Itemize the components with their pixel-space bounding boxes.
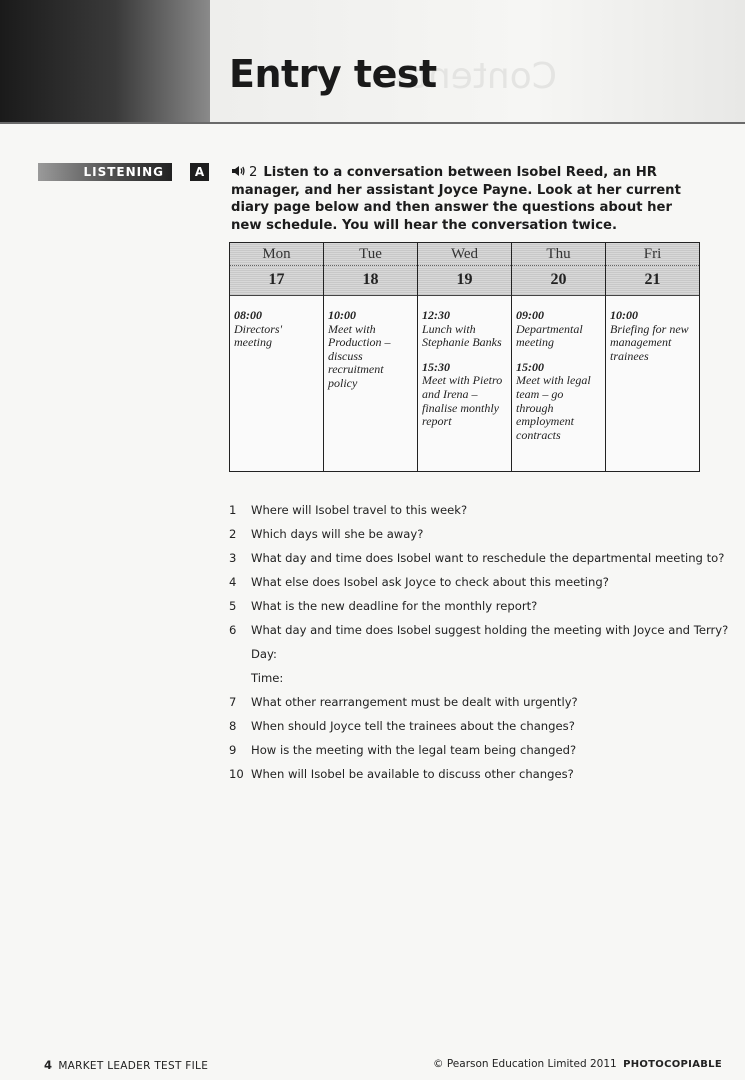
diary-entry — [234, 309, 319, 350]
question-number: 5 — [229, 599, 237, 613]
question-text: When will Isobel be available to discuss other changes? — [251, 767, 574, 781]
entry-text: Departmental meeting — [516, 321, 583, 350]
diary-day-column — [606, 243, 699, 471]
footer-left — [44, 1058, 208, 1072]
question-list — [229, 501, 729, 789]
diary-entry — [422, 361, 507, 429]
question-item — [229, 525, 719, 549]
entry-text: Meet with Pietro and Irena – finalise monthly report — [422, 373, 503, 429]
question-item — [229, 597, 719, 621]
entry-time: 15:30 — [422, 359, 450, 374]
question-number: 3 — [229, 551, 237, 565]
question-number: 8 — [229, 719, 237, 733]
instruction — [231, 164, 701, 234]
footer-right — [433, 1058, 722, 1070]
header-rule — [0, 122, 745, 124]
diary-entry — [516, 309, 601, 350]
instruction-text: Listen to a conversation between Isobel Reed, an HR manager, and her assistant Joyce Payne. Look at her current diary page below and then answer the questions about her new schedule. You will hear the conversation twice. — [231, 165, 681, 233]
diary-day-header — [606, 243, 699, 296]
diary-day-column — [324, 243, 418, 471]
question-item — [229, 573, 719, 597]
header-dark-panel — [0, 0, 210, 122]
day-date: 19 — [456, 271, 473, 288]
diary-entry — [328, 309, 413, 391]
question-text: How is the meeting with the legal team being changed? — [251, 743, 577, 757]
question-text: What is the new deadline for the monthly report? — [251, 599, 538, 613]
page-title: Entry test — [229, 52, 437, 96]
diary-day-body — [324, 296, 417, 406]
question-item — [229, 501, 719, 525]
photocopiable-label: PHOTOCOPIABLE — [623, 1059, 722, 1070]
section-letter: A — [190, 163, 209, 181]
question-number: 2 — [229, 527, 237, 541]
copyright: © Pearson Education Limited 2011 — [433, 1058, 617, 1070]
diary-day-header — [230, 243, 323, 296]
entry-text: Briefing for new management trainees — [610, 321, 689, 363]
entry-time: 09:00 — [516, 308, 544, 322]
diary-day-header — [418, 243, 511, 296]
question-item — [229, 549, 725, 573]
entry-time: 10:00 — [610, 308, 638, 322]
entry-time: 08:00 — [234, 308, 262, 322]
diary-day-column — [230, 243, 324, 471]
entry-text: Meet with Production – discuss recruitment policy — [328, 321, 391, 390]
entry-text: Directors' meeting — [234, 321, 283, 350]
question-number: 4 — [229, 575, 237, 589]
question-item — [229, 693, 719, 717]
entry-text: Meet with legal team – go through employment contracts — [516, 373, 591, 442]
answer-prompt: Day: — [251, 647, 277, 661]
book-title: MARKET LEADER TEST FILE — [58, 1060, 209, 1072]
question-number: 6 — [229, 623, 237, 637]
track-number: 2 — [249, 165, 258, 180]
diary-day-body — [230, 296, 323, 365]
diary-day-column — [418, 243, 512, 471]
diary-entry — [516, 361, 601, 443]
ghost-title: Contents — [395, 56, 557, 97]
day-date: 17 — [268, 271, 285, 288]
day-name: Tue — [324, 243, 417, 266]
question-number: 7 — [229, 695, 237, 709]
day-date: 18 — [362, 271, 379, 288]
diary-day-body — [606, 296, 699, 378]
day-name: Wed — [418, 243, 511, 266]
entry-time: 12:30 — [422, 308, 450, 322]
diary-day-column — [512, 243, 606, 471]
page-number: 4 — [44, 1058, 53, 1072]
diary-table — [229, 242, 700, 472]
diary-entry — [610, 309, 695, 363]
day-date: 21 — [644, 271, 661, 288]
question-text: What day and time does Isobel suggest holding the meeting with Joyce and Terry? — [251, 623, 729, 637]
entry-text: Lunch with Stephanie Banks — [422, 321, 502, 350]
entry-time: 10:00 — [328, 308, 356, 322]
question-text: What day and time does Isobel want to reschedule the departmental meeting to? — [251, 551, 725, 565]
diary-day-body — [512, 296, 605, 457]
diary-entry — [422, 309, 507, 350]
question-item — [229, 741, 719, 765]
question-text: What other rearrangement must be dealt with urgently? — [251, 695, 578, 709]
question-item — [229, 765, 719, 789]
question-number: 1 — [229, 503, 237, 517]
question-number: 9 — [229, 743, 237, 757]
question-item — [229, 717, 719, 741]
day-date: 20 — [550, 271, 567, 288]
answer-prompt: Time: — [251, 671, 284, 685]
diary-day-header — [512, 243, 605, 296]
diary-day-header — [324, 243, 417, 296]
speaker-icon — [231, 165, 245, 177]
question-number: 10 — [229, 767, 244, 781]
section-label: LISTENING — [38, 163, 172, 181]
question-item — [229, 621, 729, 693]
diary-day-body — [418, 296, 511, 444]
day-name: Thu — [512, 243, 605, 266]
entry-time: 15:00 — [516, 359, 544, 374]
question-text: What else does Isobel ask Joyce to check about this meeting? — [251, 575, 609, 589]
question-text: When should Joyce tell the trainees about the changes? — [251, 719, 575, 733]
day-name: Mon — [230, 243, 323, 266]
question-text: Where will Isobel travel to this week? — [251, 503, 468, 517]
day-name: Fri — [606, 243, 699, 266]
question-text: Which days will she be away? — [251, 527, 424, 541]
